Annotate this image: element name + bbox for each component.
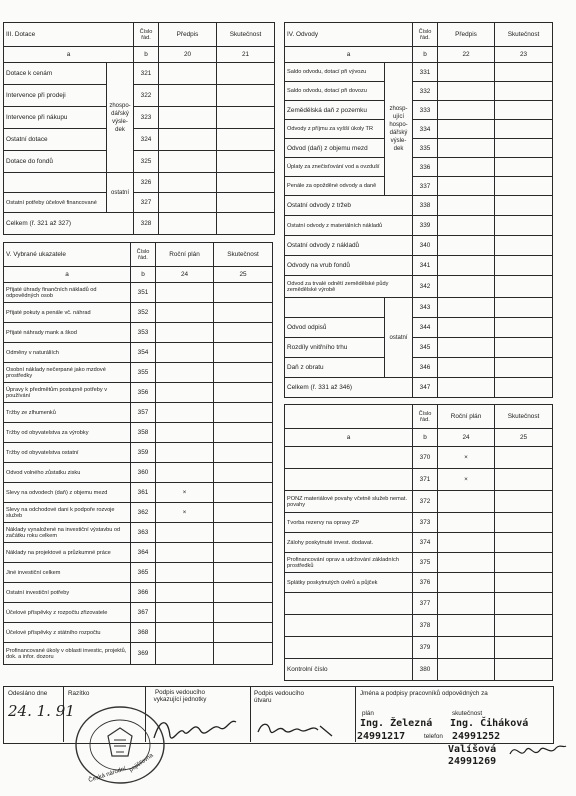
- cell-predpis[interactable]: [438, 101, 495, 120]
- cell-skutecnost[interactable]: [495, 158, 553, 177]
- row-number: 339: [413, 216, 438, 236]
- cell-skutecnost[interactable]: [217, 213, 275, 235]
- index-23: 23: [495, 47, 553, 63]
- cell-plan[interactable]: ×: [156, 483, 214, 503]
- row-number: 379: [413, 637, 438, 659]
- row-label: Ostatní odvody z materiálních nákladů: [285, 216, 413, 236]
- row-number: 359: [131, 443, 156, 463]
- dotace-title: III. Dotace: [4, 23, 134, 47]
- cell-skutecnost[interactable]: [495, 63, 553, 82]
- cell-skutecnost[interactable]: [214, 583, 273, 603]
- cell-skutecnost[interactable]: [214, 363, 273, 383]
- cell-skutecnost[interactable]: [495, 120, 553, 139]
- row-label: Odvod volného zůstatku zisku: [4, 463, 131, 483]
- cell-skutecnost[interactable]: [217, 193, 275, 213]
- index-22: 22: [438, 47, 495, 63]
- row-label: Profinancování oprav a udržování základních prostředků: [285, 553, 413, 573]
- cell-plan[interactable]: [156, 523, 214, 543]
- cell-plan[interactable]: [438, 513, 495, 533]
- row-number: 347: [413, 378, 438, 398]
- index-21: 21: [217, 47, 275, 63]
- row-number: 375: [413, 553, 438, 573]
- kontrolni-table: [284, 404, 553, 681]
- cell-predpis[interactable]: [159, 193, 217, 213]
- cell-skutecnost[interactable]: [495, 196, 553, 216]
- plan-header: Roční plán: [156, 243, 214, 267]
- row-number: 380: [413, 659, 438, 681]
- row-number: 363: [131, 523, 156, 543]
- cell-plan[interactable]: [438, 637, 495, 659]
- empty-header: [285, 405, 413, 429]
- row-label: Náklady na projektové a průzkumné práce: [4, 543, 131, 563]
- row-number: 335: [413, 139, 438, 158]
- row-label: Tržby ze zlhumenků: [4, 403, 131, 423]
- cell-predpis[interactable]: [438, 139, 495, 158]
- row-label: Intervence při prodeji: [4, 85, 107, 107]
- row-label: Odvod (daň) z objemu mezd: [285, 139, 385, 158]
- index-b: b: [131, 267, 156, 283]
- cell-predpis[interactable]: [438, 358, 495, 378]
- cell-skutecnost[interactable]: [214, 323, 273, 343]
- row-number: 334: [413, 120, 438, 139]
- index-b: b: [413, 429, 438, 447]
- cell-skutecnost[interactable]: [495, 447, 553, 469]
- row-label: Tržby od obyvatelstva za výrobky: [4, 423, 131, 443]
- cell-plan[interactable]: [156, 323, 214, 343]
- cell-plan[interactable]: ×: [438, 447, 495, 469]
- row-number: 354: [131, 343, 156, 363]
- row-label: Dotace k cenám: [4, 63, 107, 85]
- cell-predpis[interactable]: [159, 129, 217, 151]
- cislo-header: Číslo řád.: [134, 23, 159, 47]
- row-label: [285, 447, 413, 469]
- row-label: Tržby od obyvatelstva ostatní: [4, 443, 131, 463]
- cislo-header: Číslo řád.: [413, 23, 438, 47]
- row-label: Zálohy poskytnuté invest. dodavat.: [285, 533, 413, 553]
- cell-skutecnost[interactable]: [214, 483, 273, 503]
- cell-skutecnost[interactable]: [217, 173, 275, 193]
- plan-name: Ing. Železná: [360, 718, 433, 729]
- row-number: 372: [413, 491, 438, 513]
- row-label: Slevy na odchodové dani k podpoře rozvoje služeb: [4, 503, 131, 523]
- cell-skutecnost[interactable]: [214, 543, 273, 563]
- odvody-table: [284, 22, 553, 398]
- cell-plan[interactable]: [156, 423, 214, 443]
- vybrane-title: V. Vybrané ukazatele: [4, 243, 131, 267]
- cell-skutecnost[interactable]: [495, 659, 553, 681]
- vybrane-ukazatele-table: [3, 242, 273, 665]
- cell-predpis[interactable]: [438, 63, 495, 82]
- predpis-header: Předpis: [159, 23, 217, 47]
- footer-divider-4: [355, 686, 356, 742]
- predpis-header: Předpis: [438, 23, 495, 47]
- cell-plan[interactable]: [156, 623, 214, 643]
- group-label-ostatni: ostatní: [385, 298, 413, 378]
- cell-skutecnost[interactable]: [495, 338, 553, 358]
- row-label: Přijaté úhrady finančních nákladů od odpovědných osob: [4, 283, 131, 303]
- odeslano-label: Odesláno dne: [8, 690, 48, 697]
- row-number: 336: [413, 158, 438, 177]
- row-label: [285, 469, 413, 491]
- cell-plan[interactable]: [156, 363, 214, 383]
- cell-predpis[interactable]: [438, 338, 495, 358]
- row-label: Ostatní potřeby účelově financované: [4, 193, 107, 213]
- row-number: 374: [413, 533, 438, 553]
- row-label: Zemědělská daň z pozemku: [285, 101, 385, 120]
- cell-predpis[interactable]: [159, 63, 217, 85]
- skutecnost-label: skutečnost: [452, 710, 483, 717]
- row-number: 325: [134, 151, 159, 173]
- row-number: 377: [413, 593, 438, 615]
- row-number: 356: [131, 383, 156, 403]
- index-a: a: [4, 267, 131, 283]
- row-number: 355: [131, 363, 156, 383]
- cell-plan[interactable]: [156, 583, 214, 603]
- row-number: 338: [413, 196, 438, 216]
- plan-label: plán: [362, 710, 374, 717]
- cell-skutecnost[interactable]: [214, 623, 273, 643]
- row-label: PONZ materiálové povahy včetně služeb nemat. povahy: [285, 491, 413, 513]
- row-number: 357: [131, 403, 156, 423]
- row-number: 324: [134, 129, 159, 151]
- cell-skutecnost[interactable]: [495, 236, 553, 256]
- row-label: Ostatní investiční potřeby: [4, 583, 131, 603]
- row-label: Rozdíly vnitřního trhu: [285, 338, 385, 358]
- cell-plan[interactable]: ×: [438, 469, 495, 491]
- row-number: 365: [131, 563, 156, 583]
- index-20: 20: [159, 47, 217, 63]
- cell-skutecnost[interactable]: [495, 256, 553, 276]
- cell-skutecnost[interactable]: [217, 107, 275, 129]
- row-label: [285, 637, 413, 659]
- index-a: a: [285, 47, 413, 63]
- cell-skutecnost[interactable]: [495, 553, 553, 573]
- cell-plan[interactable]: [156, 443, 214, 463]
- row-number: 362: [131, 503, 156, 523]
- row-label: Odvody z příjmu za vyšší úkoly TR: [285, 120, 385, 139]
- cell-skutecnost[interactable]: [214, 403, 273, 423]
- cell-predpis[interactable]: [438, 318, 495, 338]
- row-number: 373: [413, 513, 438, 533]
- third-phone: 24991269: [448, 756, 497, 767]
- skut-name: Ing. Čiháková: [450, 718, 529, 729]
- row-number: 368: [131, 623, 156, 643]
- row-number: 343: [413, 298, 438, 318]
- cell-skutecnost[interactable]: [495, 276, 553, 298]
- cell-plan[interactable]: [438, 593, 495, 615]
- cell-plan[interactable]: [156, 403, 214, 423]
- row-number: 322: [134, 85, 159, 107]
- cell-skutecnost[interactable]: [495, 491, 553, 513]
- cell-predpis[interactable]: [438, 158, 495, 177]
- row-label: Ostatní odvody z tržeb: [285, 196, 413, 216]
- cell-skutecnost[interactable]: [214, 523, 273, 543]
- cell-skutecnost[interactable]: [495, 318, 553, 338]
- row-number: 323: [134, 107, 159, 129]
- cell-skutecnost[interactable]: [214, 343, 273, 363]
- row-label: Daň z obratu: [285, 358, 385, 378]
- row-number: 366: [131, 583, 156, 603]
- cell-plan[interactable]: [156, 603, 214, 623]
- cell-plan[interactable]: [438, 533, 495, 553]
- index-25: 25: [495, 429, 553, 447]
- cell-predpis[interactable]: [438, 298, 495, 318]
- podpis-utvaru-label: Podpis vedoucího útvaru: [254, 690, 305, 704]
- row-number: 360: [131, 463, 156, 483]
- cell-predpis[interactable]: [159, 85, 217, 107]
- row-label: Náklady vynaložené na investiční výstavbu od začátku roku celkem: [4, 523, 131, 543]
- cislo-header: Číslo řád.: [413, 405, 438, 429]
- row-number: 331: [413, 63, 438, 82]
- row-number: 352: [131, 303, 156, 323]
- row-label: Odvod odpisů: [285, 318, 385, 338]
- cell-skutecnost[interactable]: [217, 151, 275, 173]
- row-label: Profinancované úkoly v oblasti investic, projektů, dok. a infor. dozoru: [4, 643, 131, 665]
- row-number: 370: [413, 447, 438, 469]
- index-24: 24: [438, 429, 495, 447]
- cell-predpis[interactable]: [438, 216, 495, 236]
- cell-plan[interactable]: [156, 563, 214, 583]
- row-label: [285, 615, 413, 637]
- group-label: zhosp- ující hospo- dářský výsle- dek: [385, 63, 413, 196]
- row-label: Přijaté pokuty a penále vč. náhrad: [4, 303, 131, 323]
- index-a: a: [285, 429, 413, 447]
- row-label: Odvody na vrub fondů: [285, 256, 413, 276]
- cell-predpis[interactable]: [438, 256, 495, 276]
- podpis-vedouciho-label: Podpis vedoucího vykazující jednotky: [153, 689, 207, 703]
- cell-skutecnost[interactable]: [214, 443, 273, 463]
- index-24: 24: [156, 267, 214, 283]
- row-label: [4, 173, 107, 193]
- row-number: 321: [134, 63, 159, 85]
- row-number: 364: [131, 543, 156, 563]
- cell-skutecnost[interactable]: [495, 573, 553, 593]
- cell-plan[interactable]: [156, 343, 214, 363]
- cell-skutecnost[interactable]: [214, 383, 273, 403]
- cell-skutecnost[interactable]: [495, 469, 553, 491]
- cell-skutecnost[interactable]: [495, 298, 553, 318]
- row-label: Jiné investiční celkem: [4, 563, 131, 583]
- cell-skutecnost[interactable]: [214, 603, 273, 623]
- row-number: 332: [413, 82, 438, 101]
- cell-plan[interactable]: [156, 303, 214, 323]
- cell-skutecnost[interactable]: [495, 637, 553, 659]
- cell-predpis[interactable]: [438, 82, 495, 101]
- cell-skutecnost[interactable]: [214, 463, 273, 483]
- row-number: 340: [413, 236, 438, 256]
- cell-predpis[interactable]: [159, 107, 217, 129]
- cell-plan[interactable]: [156, 643, 214, 665]
- row-label: Přijaté náhrady mank a škod: [4, 323, 131, 343]
- skutecnost-header: Skutečnost: [214, 243, 273, 267]
- skutecnost-header: Skutečnost: [495, 405, 553, 429]
- row-number: 327: [134, 193, 159, 213]
- cell-skutecnost[interactable]: [214, 303, 273, 323]
- index-25: 25: [214, 267, 273, 283]
- stamp-text: Česká národní: [87, 766, 127, 784]
- index-b: b: [134, 47, 159, 63]
- cell-skutecnost[interactable]: [214, 643, 273, 665]
- row-label: Saldo odvodu, dotací při vývozu: [285, 63, 385, 82]
- signature-vedouci: [150, 708, 240, 748]
- row-number: 353: [131, 323, 156, 343]
- stamp-text-2: pojišťovna: [128, 752, 155, 774]
- cell-plan[interactable]: [156, 283, 214, 303]
- index-b: b: [413, 47, 438, 63]
- row-label: Osobní náklady nečerpané jako mzdové prostředky: [4, 363, 131, 383]
- row-label: Intervence při nákupu: [4, 107, 107, 129]
- row-label: Úplaty za znečisťování vod a ovzduší: [285, 158, 385, 177]
- cell-predpis[interactable]: [159, 213, 217, 235]
- cell-skutecnost[interactable]: [495, 216, 553, 236]
- index-a: a: [4, 47, 134, 63]
- cell-plan[interactable]: [438, 659, 495, 681]
- cell-predpis[interactable]: [438, 196, 495, 216]
- cell-skutecnost[interactable]: [495, 177, 553, 196]
- signature-utvar: [254, 710, 344, 744]
- skutecnost-header: Skutečnost: [495, 23, 553, 47]
- cell-predpis[interactable]: [438, 378, 495, 398]
- row-label: Odvod za trvalé odnětí zemědělské půdy zemědělské výrobě: [285, 276, 413, 298]
- group-label-ostatni: ostatní: [107, 173, 134, 213]
- row-label-total: Celkem (ř. 331 až 346): [285, 378, 413, 398]
- row-label: Ostatní odvody z nákladů: [285, 236, 413, 256]
- row-number: 351: [131, 283, 156, 303]
- row-label: Penále za opožděné odvody a daně: [285, 177, 385, 196]
- cell-predpis[interactable]: [438, 276, 495, 298]
- cell-skutecnost[interactable]: [214, 503, 273, 523]
- row-number: 326: [134, 173, 159, 193]
- row-number: 378: [413, 615, 438, 637]
- cell-plan[interactable]: [438, 573, 495, 593]
- row-label: Odměny v naturáliích: [4, 343, 131, 363]
- dotace-table: [3, 22, 275, 235]
- cell-skutecnost[interactable]: [217, 129, 275, 151]
- cell-plan[interactable]: [156, 383, 214, 403]
- cell-plan[interactable]: [438, 615, 495, 637]
- cell-skutecnost[interactable]: [495, 139, 553, 158]
- cell-skutecnost[interactable]: [214, 423, 273, 443]
- row-label: Ostatní dotace: [4, 129, 107, 151]
- row-number: 371: [413, 469, 438, 491]
- cell-predpis[interactable]: [438, 236, 495, 256]
- row-label: Účelové příspěvky z rozpočtu zřizovatele: [4, 603, 131, 623]
- row-number: 341: [413, 256, 438, 276]
- cell-skutecnost[interactable]: [495, 513, 553, 533]
- cell-plan[interactable]: [156, 463, 214, 483]
- cell-skutecnost[interactable]: [495, 615, 553, 637]
- row-number: 344: [413, 318, 438, 338]
- row-number: 367: [131, 603, 156, 623]
- odvody-title: IV. Odvody: [285, 23, 413, 47]
- cell-plan[interactable]: [156, 543, 214, 563]
- row-label: Účelové příspěvky z státního rozpočtu: [4, 623, 131, 643]
- row-number: 369: [131, 643, 156, 665]
- cell-skutecnost[interactable]: [495, 358, 553, 378]
- third-name: Valíšová: [448, 744, 497, 755]
- cell-plan[interactable]: [438, 491, 495, 513]
- footer-divider-3: [250, 686, 251, 742]
- cell-predpis[interactable]: [159, 173, 217, 193]
- cell-skutecnost[interactable]: [214, 563, 273, 583]
- cell-predpis[interactable]: [438, 177, 495, 196]
- row-label: [285, 298, 385, 318]
- cislo-header: Číslo řád.: [131, 243, 156, 267]
- cell-plan[interactable]: [438, 553, 495, 573]
- row-number: 376: [413, 573, 438, 593]
- cell-skutecnost[interactable]: [495, 533, 553, 553]
- cell-skutecnost[interactable]: [495, 593, 553, 615]
- signature-third: [508, 738, 568, 764]
- row-number: 333: [413, 101, 438, 120]
- plan-header: Roční plán: [438, 405, 495, 429]
- cell-skutecnost[interactable]: [495, 101, 553, 120]
- row-label: Slevy na odvodech (daň) z objemu mezd: [4, 483, 131, 503]
- telefon-label: telefon: [424, 733, 443, 740]
- jmena-label: Jména a podpisy pracovníků odpovědných za: [360, 690, 488, 697]
- row-label: Saldo odvodu, dotací při dovozu: [285, 82, 385, 101]
- cell-skutecnost[interactable]: [217, 63, 275, 85]
- row-number: 342: [413, 276, 438, 298]
- row-number: 358: [131, 423, 156, 443]
- cell-skutecnost[interactable]: [495, 82, 553, 101]
- row-number: 346: [413, 358, 438, 378]
- cell-skutecnost[interactable]: [214, 283, 273, 303]
- skut-phone: 24991252: [452, 731, 501, 742]
- row-number: 361: [131, 483, 156, 503]
- row-label-kontrolni: Kontrolní číslo: [285, 659, 413, 681]
- row-label: [285, 593, 413, 615]
- handwritten-date: 24. 1. 91: [8, 702, 75, 720]
- plan-phone: 24991217: [357, 731, 406, 742]
- cell-predpis[interactable]: [159, 151, 217, 173]
- group-label: zhospo- dářský výsle- dek: [107, 63, 134, 173]
- cell-skutecnost[interactable]: [495, 378, 553, 398]
- skutecnost-header: Skutečnost: [217, 23, 275, 47]
- cell-predpis[interactable]: [438, 120, 495, 139]
- cell-plan[interactable]: ×: [156, 503, 214, 523]
- cell-skutecnost[interactable]: [217, 85, 275, 107]
- row-label: Úpravy k předmětům postupně potřeby v používání: [4, 383, 131, 403]
- row-number: 337: [413, 177, 438, 196]
- row-label: Splátky poskytnutých úvěrů a půjček: [285, 573, 413, 593]
- row-number: 328: [134, 213, 159, 235]
- row-number: 345: [413, 338, 438, 358]
- row-label: Tvorba rezervy na opravy ZP: [285, 513, 413, 533]
- razitko-label: Razítko: [68, 690, 90, 697]
- row-label-total: Celkem (ř. 321 až 327): [4, 213, 134, 235]
- row-label: Dotace do fondů: [4, 151, 107, 173]
